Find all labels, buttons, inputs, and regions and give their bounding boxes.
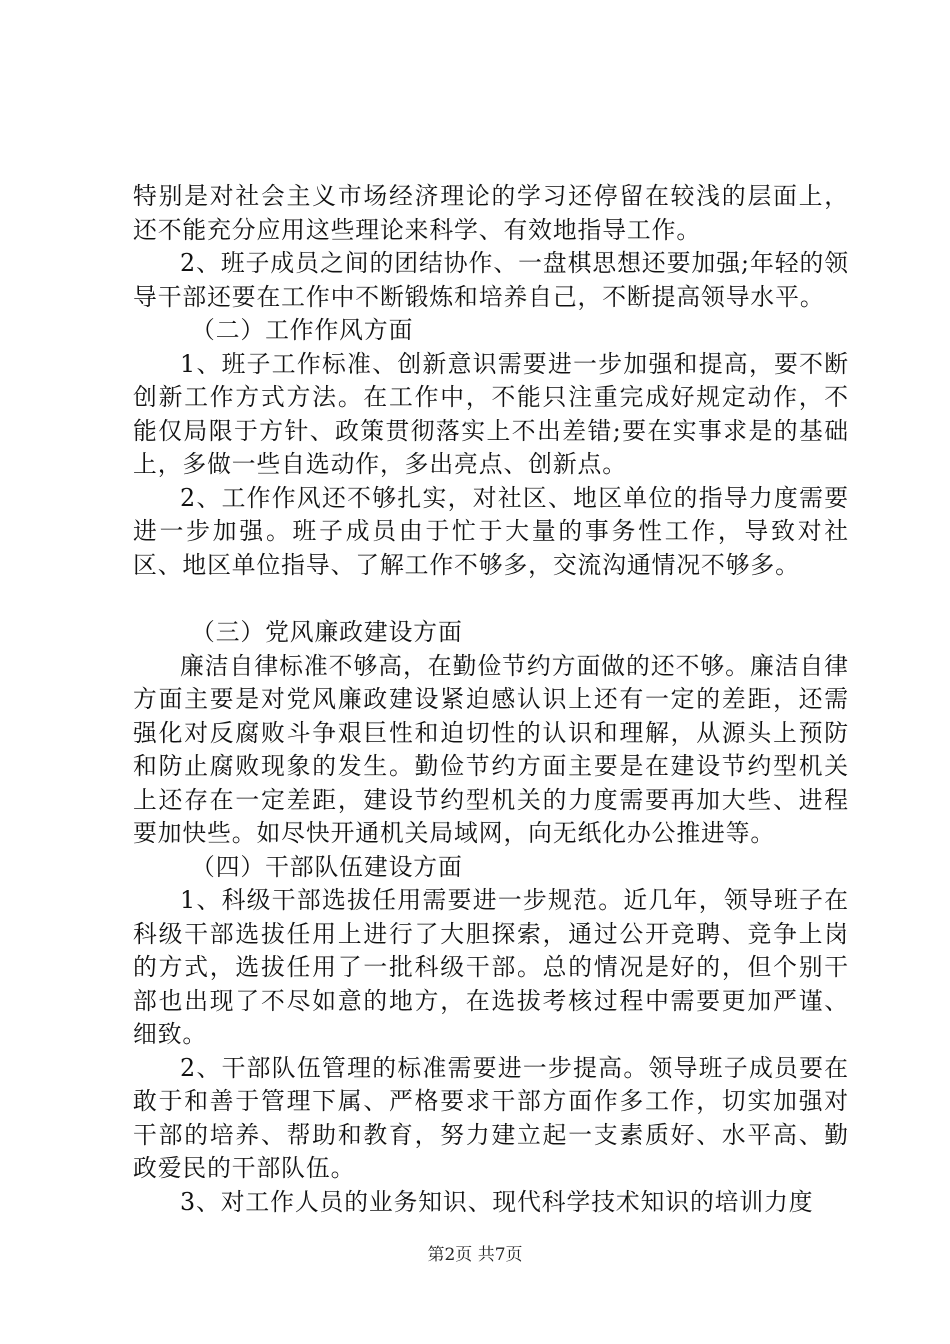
paragraph-item-1-cadre-selection: 1、科级干部选拔任用需要进一步规范。近几年，领导班子在科级干部选拔任用上进行了大胆探索，通过公开竞聘、竞争上岗的方式，选拔任用了一批科级干部。总的情况是好的，但个别干部也出现了不尽如意的地方，在选拔考核过程中需要更加严谨、细致。: [133, 886, 849, 1048]
paragraph-item-1-standards: 1、班子工作标准、创新意识需要进一步加强和提高，要不断创新工作方式方法。在工作中，不能只注重完成好规定动作，不能仅局限于方针、政策贯彻落实上不出差错;要在实事求是的基础上，多做一些自选动作，多出亮点、创新点。: [133, 349, 849, 478]
document-body: [133, 180, 849, 1219]
paragraph-item-2-work-style: 2、工作作风还不够扎实，对社区、地区单位的指导力度需要进一步加强。班子成员由于忙于大量的事务性工作，导致对社区、地区单位指导、了解工作不够多，交流沟通情况不够多。: [133, 483, 849, 579]
paragraph-item-2-team-unity: 2、班子成员之间的团结协作、一盘棋思想还要加强;年轻的领导干部还要在工作中不断锻炼和培养自己，不断提高领导水平。: [133, 249, 849, 311]
paragraph-item-2-cadre-management: 2、干部队伍管理的标准需要进一步提高。领导班子成员要在敢于和善于管理下属、严格要求干部方面作多工作，切实加强对干部的培养、帮助和教育，努力建立起一支素质好、水平高、勤政爱民的干部队伍。: [133, 1053, 849, 1182]
section-heading-work-style: （二）工作作风方面: [191, 316, 414, 344]
paragraph-clean-government: 廉洁自律标准不够高，在勤俭节约方面做的还不够。廉洁自律方面主要是对党风廉政建设紧迫感认识上还有一定的差距，还需强化对反腐败斗争艰巨性和迫切性的认识和理解，从源头上预防和防止腐败现象的发生。勤俭节约方面主要是在建设节约型机关上还存在一定差距，建设节约型机关的力度需要再加大些、进程要加快些。如尽快开通机关局域网，向无纸化办公推进等。: [133, 651, 849, 847]
paragraph-continuation: 特别是对社会主义市场经济理论的学习还停留在较浅的层面上，还不能充分应用这些理论来科学、有效地指导工作。: [133, 182, 849, 244]
section-heading-clean-government: （三）党风廉政建设方面: [191, 618, 463, 646]
paragraph-item-3-training: 3、对工作人员的业务知识、现代科学技术知识的培训力度: [180, 1187, 814, 1216]
page-number-footer: 第2页 共7页: [427, 1245, 523, 1265]
section-heading-cadre-team: （四）干部队伍建设方面: [191, 852, 463, 881]
